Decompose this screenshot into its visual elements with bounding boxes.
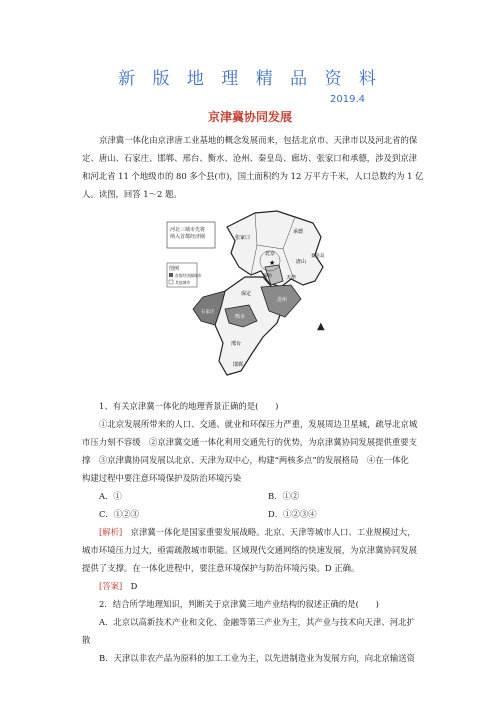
q1-option-a: A．① (99, 491, 122, 501)
city-handan: 邯郸 (233, 362, 244, 368)
q1-option-b: B．①② (268, 491, 300, 501)
q1-line: ①北京发展所带来的人口、交通、就业和环保压力严重，发展周边卫星城，疏导北京城 (99, 419, 418, 429)
city-xingtai: 邢台 (231, 341, 242, 347)
q1-line: 撑 ③京津冀协同发展以北京、天津为双中心，构建“两核多点”的发展格局 ④在一体化 (82, 455, 409, 465)
question-2 (82, 595, 416, 667)
intro-line: 定、唐山、石家庄、邯郸、邢台、衡水、沧州、秦皇岛、廊坊、张家口和承德，涉及到京津 (82, 153, 417, 163)
q1-line: 构建过程中要注意环境保护及防治环境污染 (82, 473, 242, 483)
q1-option-d: D．①②③④ (268, 509, 317, 519)
city-zhangjiakou: 张家口 (235, 235, 251, 241)
legend-swatch-other (169, 280, 173, 284)
analysis-line: 提供了支撑。在一体化进程中，要注意环境保护与防治环境污染。D 正确。 (82, 563, 360, 573)
city-baoding: 保定 (241, 291, 252, 297)
beijing-star: ★ (269, 259, 276, 267)
q1-line: 市压力刻不容缓 ②京津冀交通一体化利用交通先行的优势，为京津冀协同发展提供重要支 (82, 437, 417, 447)
inset-title-line2: 纳入首都经济圈 (170, 234, 206, 240)
legend-item-other: 其他城市 (175, 280, 191, 285)
analysis-line: 京津冀一体化是国家重要发展战略。北京、天津等城市人口、工业规模过大， (122, 527, 416, 537)
city-shijiazhuang: 石家庄 (201, 310, 215, 315)
analysis-label: [解析] (99, 527, 123, 537)
jingjinji-map (165, 205, 335, 380)
q2-option-a-cont: 散 (82, 635, 91, 645)
q2-option-b: B．天津以非农产品为原料的加工工业为主，以先进制造业为发展方向，向北京输送资 (99, 653, 416, 663)
city-beijing: 北京 (265, 251, 276, 257)
city-tangshan: 唐山 (296, 259, 307, 265)
intro-line: 人。读图，回答 1～2 题。 (82, 189, 182, 199)
north-arrow-icon: ▲ (317, 321, 325, 332)
q2-stem: 2．结合所学地理知识，判断关于京津冀三地产业结构的叙述正确的是( ) (99, 599, 379, 609)
city-cangzhou: 沧州 (277, 297, 288, 303)
city-hengshui: 衡水 (235, 314, 246, 320)
inset-title-line1: 河北三城市先将 (170, 227, 206, 233)
series-header: 新 版 地 理 精 品 资 料 (118, 69, 382, 89)
q2-option-a: A．北京以高新技术产业和文化、金融等第三产业为主，其产业与技术向天津、河北扩 (99, 617, 415, 627)
answer-label: [答案] (99, 581, 123, 591)
q1-option-c: C．①②③ (99, 509, 139, 519)
intro-line: 和河北省 11 个地级市的 80 多个县(市)，国土面积约为 12 万平方千米，人口总数约为 1 亿 (82, 171, 424, 181)
legend-title: 图例 (169, 266, 180, 272)
q1-stem: 1、有关京津冀一体化的地理背景正确的是( ) (99, 401, 279, 411)
intro-line: 京津冀一体化由京津唐工业基地的概念发展而来，包括北京市、天津市以及河北省的保 (99, 135, 418, 145)
legend-swatch-capital (169, 273, 173, 277)
date-label: 2019.4 (330, 94, 365, 105)
city-chengde: 承德 (293, 229, 304, 235)
answer-value: D (122, 581, 138, 591)
city-qinhuangdao: 秦皇岛 (311, 254, 325, 259)
legend-item-capital: 首都经济圈城市 (175, 273, 202, 278)
q1-analysis (82, 523, 417, 595)
city-langfang: 廊坊 (263, 274, 272, 279)
intro-paragraph (82, 131, 424, 203)
city-tianjin: 天津 (286, 275, 297, 281)
question-1 (82, 397, 418, 487)
analysis-line: 城市环境压力过大，亟需疏散城市职能。区域现代交通网络的快速发展，为京津冀协同发展 (82, 545, 417, 555)
article-title: 京津冀协同发展 (207, 110, 292, 124)
